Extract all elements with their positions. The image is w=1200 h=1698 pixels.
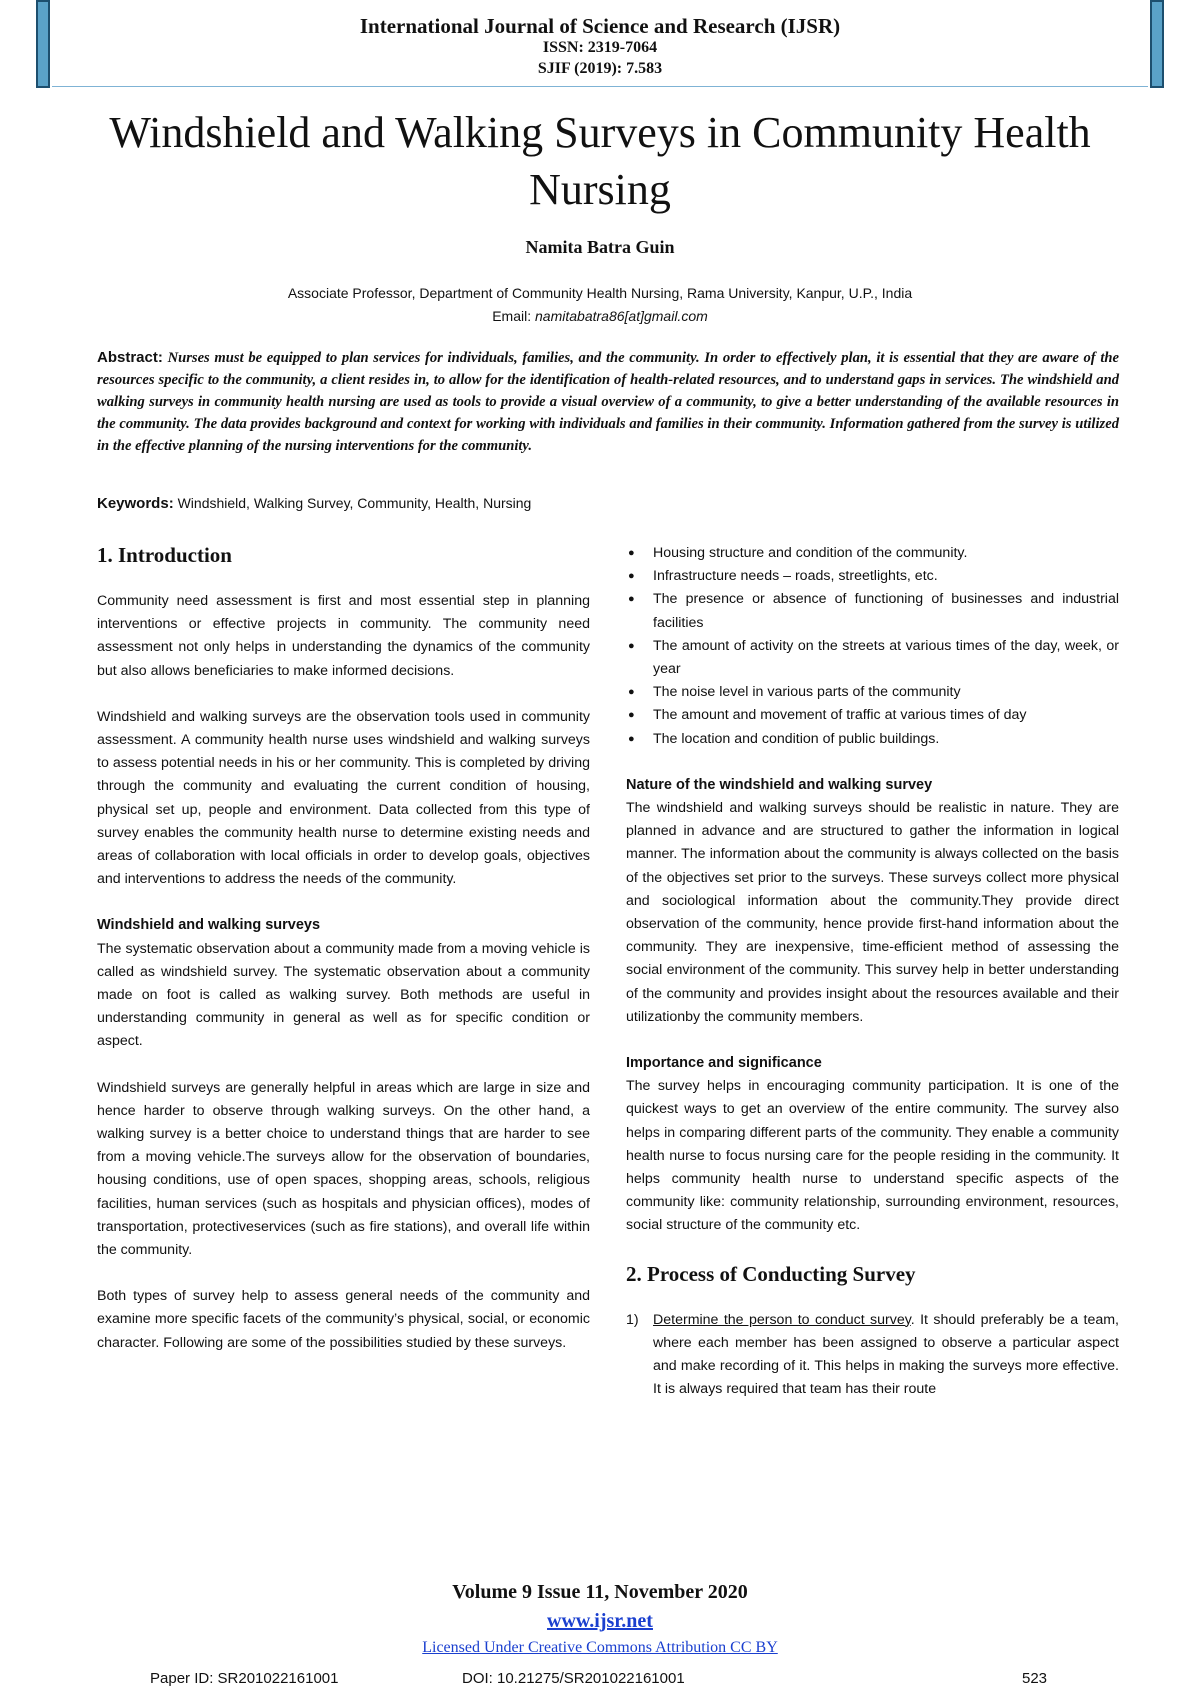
abstract-text: Nurses must be equipped to plan services for individuals, families, and the community. In order to effectively plan, it is essential that they are aware of the resources specific to the community, a client resides in, to allow for the identification of health-related resources, and to understand gaps in services. The windshield and walking surveys in community health nursing are used as tools to provide a visual overview of a community, to give a better understanding of the available resources in the community. The data provides background and context for working with individuals and families in their community. Information gathered from the survey is utilized in the effective planning of the nursing interventions for the community. xyxy=(97,350,1119,454)
subheading-importance: Importance and significance xyxy=(626,1055,822,1072)
keywords-text: Windshield, Walking Survey, Community, Health, Nursing xyxy=(177,495,532,511)
paragraph: The survey helps in encouraging community participation. It is one of the quickest ways to get an overview of the entire community. The survey also helps in comparing different parts of the community. They enable a community health nurse to focus nursing care for the people residing in the community. It helps community health nurse to understand specific aspects of the community like: community relationship, surrounding environment, resources, social structure of the community etc. xyxy=(626,1078,1119,1234)
doi: DOI: 10.21275/SR201022161001 xyxy=(462,1670,685,1687)
survey-possibilities-list xyxy=(626,542,1119,751)
list-item: ● Infrastructure needs – roads, streetlights, etc. xyxy=(626,565,1119,588)
process-step xyxy=(626,1309,1119,1402)
paragraph: The windshield and walking surveys should be realistic in nature. They are planned in advance and are structured to gather the information in logical manner. The information about the community is always collected on the basis of the objectives set prior to the surveys. These surveys collect more physical and sociological information about the community.They provide direct observation of the community, hence provide first-hand information about the community. They are inexpensive, time-efficient method of assessing the social environment of the community. This survey help in better understanding of the community and provides insight about the resources available and their utilizationby the community members. xyxy=(626,800,1119,1025)
right-column xyxy=(626,542,1119,1402)
author-name: Namita Batra Guin xyxy=(525,237,675,257)
list-item: ● Housing structure and condition of the community. xyxy=(626,542,1119,565)
journal-header xyxy=(0,16,1200,79)
paragraph: Windshield and walking surveys are the observation tools used in community assessment. A community health nurse uses windshield and walking surveys to assess potential needs in his or her community. This is completed by driving through the community and evaluating the current condition of housing, physical set up, people and environment. Data collected from this type of survey enables the community health nurse to determine existing needs and areas of collaboration with local officials in order to develop goals, objectives and interventions to address the needs of the community. xyxy=(97,708,590,888)
page-footer xyxy=(0,1578,1200,1660)
step-number: 1) xyxy=(626,1311,639,1328)
affiliation: Associate Professor, Department of Community Health Nursing, Rama University, Kanpur, U.P., India xyxy=(287,285,913,301)
paragraph: The systematic observation about a community made from a moving vehicle is called as windshield survey. The systematic observation about a community made on foot is called as walking survey. Both methods are useful in understanding community in general as well as for specific condition or aspect. xyxy=(97,940,590,1050)
header-divider xyxy=(52,86,1148,87)
left-column xyxy=(97,542,590,1378)
list-item: ● The presence or absence of functioning of businesses and industrial facilities xyxy=(626,588,1119,634)
paragraph: Windshield surveys are generally helpful in areas which are large in size and hence harder to observe through walking surveys. On the other hand, a walking survey is a better choice to understand things that are harder to see from a moving vehicle.The surveys allow for the observation of boundaries, housing conditions, use of open spaces, shopping areas, schools, religious facilities, human services (such as hospitals and physician offices), modes of transportation, protectiveservices (such as fire stations), and overall life within the community. xyxy=(97,1079,590,1259)
list-item: ● The noise level in various parts of the community xyxy=(626,681,1119,704)
step-title: Determine the person to conduct survey xyxy=(653,1311,911,1328)
license-link[interactable]: Licensed Under Creative Commons Attribution CC BY xyxy=(422,1639,778,1656)
abstract xyxy=(97,347,1119,457)
keywords xyxy=(97,495,1119,512)
website-link[interactable]: www.ijsr.net xyxy=(547,1610,653,1632)
list-item: ● The location and condition of public buildings. xyxy=(626,728,1119,751)
email-line xyxy=(0,305,1200,328)
keywords-label: Keywords: xyxy=(97,495,174,512)
process-steps xyxy=(626,1309,1119,1402)
journal-issn: ISSN: 2319-7064 xyxy=(542,39,658,56)
introduction-heading: 1. Introduction xyxy=(97,543,232,567)
volume-issue: Volume 9 Issue 11, November 2020 xyxy=(452,1581,748,1603)
author-affiliation-block xyxy=(0,282,1200,328)
step-text: . It should preferably be a team, where each member has been assigned to observe a particular aspect and make recording of it. This helps in making the surveys more effective. It is always required that team has their route xyxy=(653,1311,1119,1398)
email-label: Email: xyxy=(492,308,532,324)
subheading-windshield-walking: Windshield and walking surveys xyxy=(97,917,321,934)
subheading-nature: Nature of the windshield and walking survey xyxy=(626,776,933,793)
paper-title: Windshield and Walking Surveys in Community Health Nursing xyxy=(109,108,1091,214)
paper-id: Paper ID: SR201022161001 xyxy=(150,1670,339,1687)
email-address[interactable]: namitabatra86[at]gmail.com xyxy=(535,308,708,324)
list-item: ● The amount and movement of traffic at various times of day xyxy=(626,704,1119,727)
abstract-label: Abstract: xyxy=(97,349,163,366)
process-heading: 2. Process of Conducting Survey xyxy=(626,1261,916,1286)
paragraph: Both types of survey help to assess general needs of the community and examine more specific facets of the community’s physical, social, or economic character. Following are some of the possibilities studied by these surveys. xyxy=(97,1288,590,1351)
paragraph: Community need assessment is first and most essential step in planning interventions or effective projects in community. The community need assessment not only helps in understanding the dynamics of the community but also allows beneficiaries to make informed decisions. xyxy=(97,593,590,679)
journal-name: International Journal of Science and Research (IJSR) xyxy=(359,14,841,38)
list-item: ● The amount of activity on the streets at various times of the day, week, or year xyxy=(626,635,1119,681)
page-number: 523 xyxy=(1022,1670,1048,1687)
journal-sjif: SJIF (2019): 7.583 xyxy=(537,60,663,77)
